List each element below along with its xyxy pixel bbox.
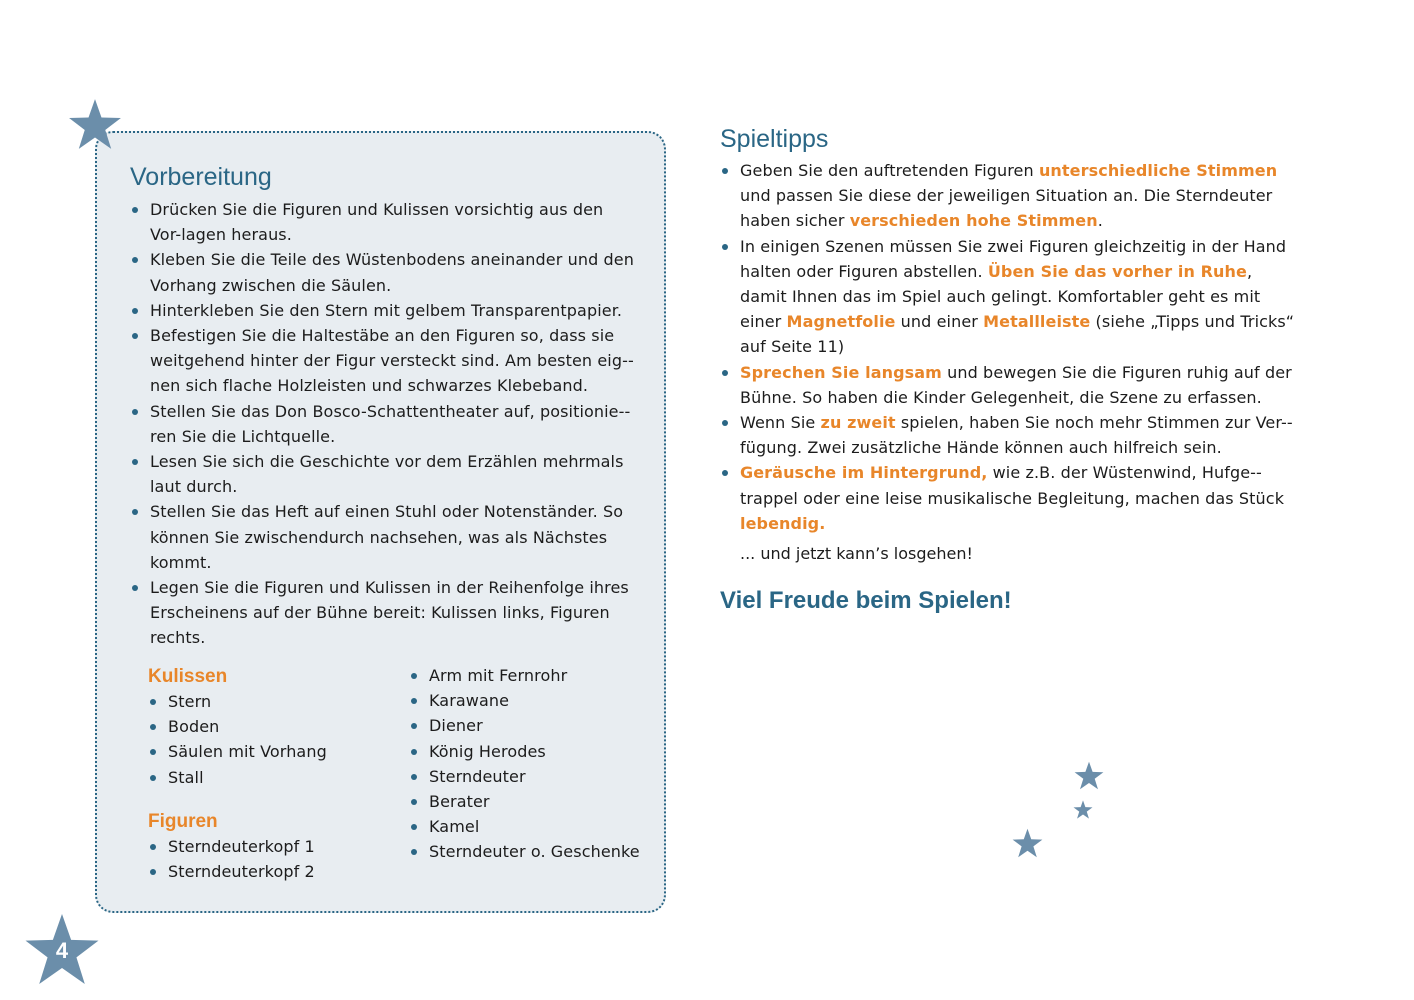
tip-text: und passen Sie diese der jeweiligen Situation an. Die Sterndeuter haben sicher [740,186,1273,231]
list-item: Stern [148,689,388,714]
tip-text: , damit Ihnen das im Spiel auch gelingt. Komfortabler geht es mit einer [740,261,1261,332]
list-item: Sterndeuter o. Geschenke [409,839,654,864]
list-item: Sterndeuterkopf 2 [148,859,388,884]
tip-text: . [1097,211,1103,231]
list-item: Drücken Sie die Figuren und Kulissen vorsichtig aus den Vor-lagen heraus. [130,197,640,247]
tip-item [720,460,1295,536]
preparation-list [130,197,640,651]
tip-text: Geben Sie den auftretenden Figuren [740,161,1039,180]
list-item: Berater [409,789,654,814]
tips-heading: Spieltipps [720,125,829,153]
tip-text: spielen, haben Sie noch mehr Stimmen zur Ver-fügung. Zwei zusätzliche Hände können auch hilfreich sein. [740,413,1293,458]
kulissen-list [148,689,388,790]
tip-item [720,158,1295,234]
figuren-list-right [409,663,654,865]
tip-item [720,360,1295,410]
figuren-list-left [148,834,388,884]
list-item: Legen Sie die Figuren und Kulissen in der Reihenfolge ihres Erscheinens auf der Bühne bereit: Kulissen links, Figuren rechts. [130,575,640,651]
list-item: Karawane [409,688,654,713]
tip-highlight: lebendig. [740,513,826,533]
tip-text: (siehe „Tipps und Tricks“ auf Seite 11) [740,312,1295,357]
list-item: Diener [409,713,654,738]
tip-highlight: Metallleiste [983,312,1091,332]
list-item: Sterndeuter [409,764,654,789]
list-item: Sterndeuterkopf 1 [148,834,388,859]
star-icon [1012,828,1043,858]
tip-highlight: verschieden hohe Stimmen [849,211,1098,231]
kulissen-heading: Kulissen [148,666,228,687]
farewell-heading: Viel Freude beim Spielen! [720,587,1012,614]
tips-list [720,158,1295,536]
list-item: Hinterkleben Sie den Stern mit gelbem Transparentpapier. [130,298,640,323]
tip-highlight: Geräusche im Hintergrund, [740,463,988,483]
tip-highlight: zu zweit [820,413,896,433]
tip-highlight: Üben Sie das vorher in Ruhe [987,261,1247,281]
list-item: Stellen Sie das Heft auf einen Stuhl oder Notenständer. So können Sie zwischendurch nachsehen, was als Nächstes kommt. [130,499,640,575]
list-item: Boden [148,714,388,739]
figuren-heading: Figuren [148,811,218,832]
tip-text: In einigen Szenen müssen Sie zwei Figuren gleichzeitig in der Hand halten oder Figuren abstellen. [740,236,1287,281]
tip-item [720,234,1295,360]
preparation-heading: Vorbereitung [130,163,272,191]
tip-item [720,410,1295,460]
list-item: Stellen Sie das Don Bosco-Schattentheater auf, positionie-ren Sie die Lichtquelle. [130,399,640,449]
list-item: Stall [148,765,388,790]
list-item: Säulen mit Vorhang [148,739,388,764]
list-item: Lesen Sie sich die Geschichte vor dem Erzählen mehrmals laut durch. [130,449,640,499]
tip-highlight: Magnetfolie [786,312,896,332]
star-icon [1074,761,1104,790]
list-item: Kleben Sie die Teile des Wüstenbodens aneinander und den Vorhang zwischen die Säulen. [130,247,640,297]
tip-text: und bewegen Sie die Figuren ruhig auf der Bühne. So haben die Kinder Gelegenheit, die Szene zu erfassen. [740,362,1292,407]
star-icon [68,98,122,150]
tip-highlight: unterschiedliche Stimmen [1038,161,1278,180]
list-item: Kamel [409,814,654,839]
list-item: Befestigen Sie die Haltestäbe an den Figuren so, dass sie weitgehend hinter der Figur versteckt sind. Am besten eig-nen sich flache Holzleisten und schwarzes Klebeband. [130,323,640,399]
list-item: König Herodes [409,739,654,764]
tip-text: Wenn Sie [740,413,821,433]
tip-text: und einer [895,312,984,332]
page-number-badge [24,911,100,987]
list-item: Arm mit Fernrohr [409,663,654,688]
star-icon [1073,800,1093,819]
tip-text: wie z.B. der Wüstenwind, Hufge-trappel oder eine leise musikalische Begleitung, machen das Stück [740,463,1285,508]
closing-text: ... und jetzt kann’s losgehen! [740,544,973,563]
page-number: 4 [55,938,69,963]
tip-highlight: Sprechen Sie langsam [740,362,942,382]
